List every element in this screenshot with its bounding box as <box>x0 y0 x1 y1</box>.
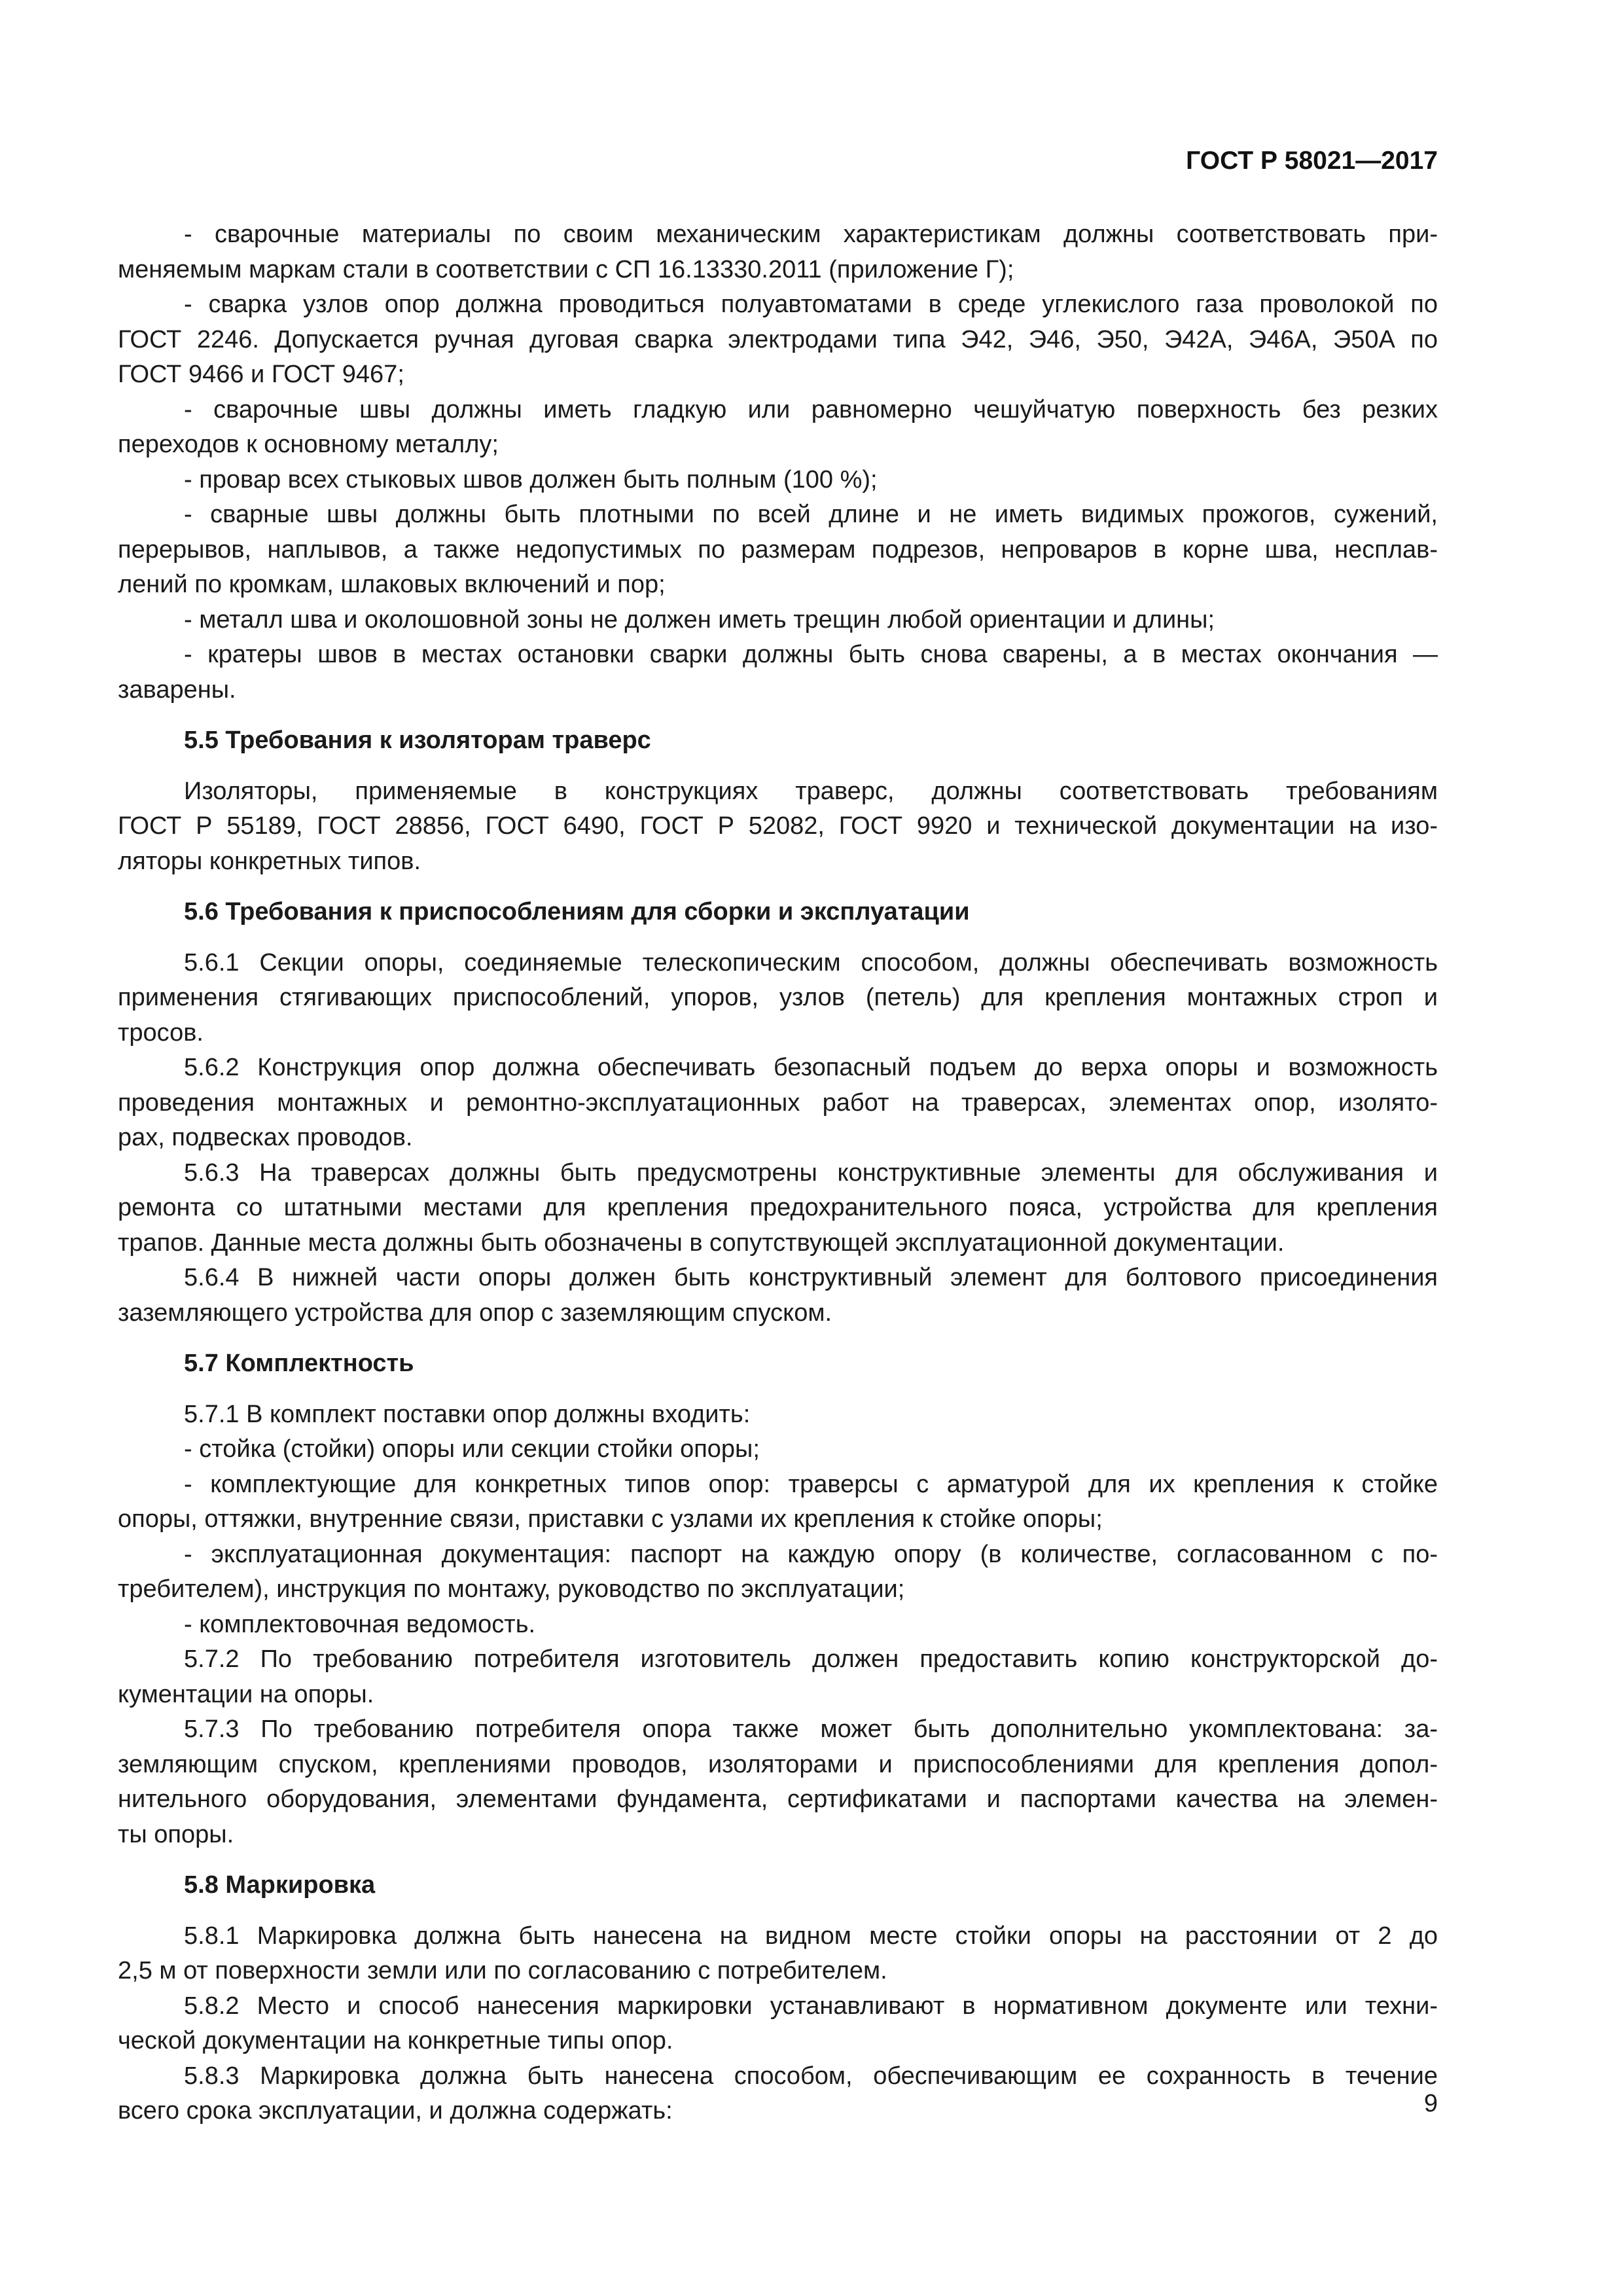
section-heading: 5.6 Требования к приспособлениям для сборки и эксплуатации <box>184 898 970 925</box>
text-line: - сварочные материалы по своим механическим характеристикам должны соответствовать при- <box>184 221 1438 248</box>
paragraph <box>118 393 1438 463</box>
text-line: лений по кромкам, шлаковых включений и пор; <box>118 571 666 598</box>
paragraph <box>118 463 1438 498</box>
text-line: - сварные швы должны быть плотными по всей длине и не иметь видимых прожогов, сужений, <box>184 501 1438 528</box>
paragraph <box>118 497 1438 603</box>
text-line: - эксплуатационная документация: паспорт на каждую опору (в количестве, согласованном с по- <box>184 1540 1438 1568</box>
text-line: трапов. Данные места должны быть обозначены в сопутствующей эксплуатационной документации. <box>118 1229 1285 1257</box>
text-line: 5.6.1 Секции опоры, соединяемые телескопическим способом, должны обеспечивать возможность <box>184 948 1438 977</box>
text-line: ГОСТ 2246. Допускается ручная дуговая сварка электродами типа Э42, Э46, Э50, Э42А, Э46А, Э50А по <box>118 325 1438 353</box>
paragraph <box>118 1156 1438 1261</box>
text-line: - сварочные швы должны иметь гладкую или равномерно чешуйчатую поверхность без резких <box>184 395 1438 423</box>
section-heading: 5.5 Требования к изоляторам траверс <box>184 726 651 754</box>
paragraph <box>118 1607 1438 1643</box>
paragraph <box>118 946 1438 1051</box>
paragraph <box>118 2059 1438 2129</box>
text-line: - комплектующие для конкретных типов опор: траверсы с арматурой для их крепления к стойке <box>184 1470 1438 1498</box>
text-line: заземляющего устройства для опор с заземляющим спуском. <box>118 1299 832 1327</box>
text-line: заварены. <box>118 675 236 704</box>
text-line: - металл шва и околошовной зоны не должен иметь трещин любой ориентации и длины; <box>184 605 1215 634</box>
document-body <box>118 217 1438 2129</box>
text-line: - провар всех стыковых швов должен быть полным (100 %); <box>184 465 878 493</box>
text-line: кументации на опоры. <box>118 1680 374 1708</box>
section-heading: 5.8 Маркировка <box>184 1871 376 1899</box>
text-line: ремонта со штатными местами для крепления предохранительного пояса, устройства для крепления <box>118 1194 1438 1221</box>
section-heading: 5.7 Комплектность <box>184 1350 414 1377</box>
text-line: перерывов, наплывов, а также недопустимых по размерам подрезов, непроваров в корне шва, несплав- <box>118 535 1438 564</box>
paragraph <box>118 1537 1438 1607</box>
text-line: - сварка узлов опор должна проводиться полуавтоматами в среде углекислого газа проволокой по <box>184 291 1438 318</box>
paragraph <box>118 774 1438 880</box>
text-line: нительного оборудования, элементами фундамента, сертификатами и паспортами качества на элемен- <box>118 1785 1438 1813</box>
paragraph <box>118 217 1438 287</box>
document-header: ГОСТ Р 58021—2017 <box>1186 147 1438 175</box>
text-line: ляторы конкретных типов. <box>118 847 421 875</box>
text-line: тросов. <box>118 1018 204 1047</box>
paragraph <box>118 1919 1438 1989</box>
text-line: 5.8.3 Маркировка должна быть нанесена способом, обеспечивающим ее сохранность в течение <box>184 2062 1438 2090</box>
text-line: опоры, оттяжки, внутренние связи, приставки с узлами их крепления к стойке опоры; <box>118 1505 1103 1533</box>
paragraph <box>118 1642 1438 1712</box>
text-line: 5.8.2 Место и способ нанесения маркировки устанавливают в нормативном документе или техни- <box>184 1992 1438 2020</box>
text-line: - стойка (стойки) опоры или секции стойки опоры; <box>184 1435 760 1463</box>
text-line: - кратеры швов в местах остановки сварки должны быть снова сварены, а в местах окончания — <box>184 641 1438 668</box>
text-line: требителем), инструкция по монтажу, руководство по эксплуатации; <box>118 1575 905 1603</box>
text-line: проведения монтажных и ремонтно-эксплуатационных работ на траверсах, элементах опор, изолято- <box>118 1088 1438 1117</box>
paragraph <box>118 1989 1438 2059</box>
paragraph <box>118 1050 1438 1156</box>
text-line: Изоляторы, применяемые в конструкциях траверс, должны соответствовать требованиям <box>184 777 1438 805</box>
paragraph <box>118 603 1438 638</box>
text-line: 2,5 м от поверхности земли или по согласованию с потребителем. <box>118 1957 887 1984</box>
text-line: применения стягивающих приспособлений, упоров, узлов (петель) для крепления монтажных строп и <box>118 984 1438 1011</box>
text-line: ГОСТ Р 55189, ГОСТ 28856, ГОСТ 6490, ГОСТ Р 52082, ГОСТ 9920 и технической документации на изо- <box>118 812 1438 840</box>
text-line: всего срока эксплуатации, и должна содержать: <box>118 2097 673 2125</box>
text-line: 5.7.1 В комплект поставки опор должны входить: <box>184 1400 751 1428</box>
text-line: ты опоры. <box>118 1820 234 1848</box>
text-line: переходов к основному металлу; <box>118 431 499 458</box>
paragraph <box>118 1397 1438 1433</box>
text-line: 5.6.3 На траверсах должны быть предусмотрены конструктивные элементы для обслуживания и <box>184 1158 1438 1187</box>
paragraph <box>118 1467 1438 1537</box>
paragraph <box>118 1261 1438 1331</box>
text-line: ГОСТ 9466 и ГОСТ 9467; <box>118 361 404 388</box>
paragraph <box>118 1432 1438 1467</box>
text-line: ческой документации на конкретные типы опор. <box>118 2027 673 2054</box>
text-line: - комплектовочная ведомость. <box>184 1610 536 1638</box>
page-number: 9 <box>1423 2090 1438 2117</box>
paragraph <box>118 1712 1438 1852</box>
text-line: меняемым маркам стали в соответствии с СП 16.13330.2011 (приложение Г); <box>118 255 1014 283</box>
text-line: рах, подвесках проводов. <box>118 1124 413 1151</box>
text-line: 5.7.3 По требованию потребителя опора также может быть дополнительно укомплектована: за- <box>184 1715 1438 1743</box>
paragraph <box>118 287 1438 393</box>
text-line: 5.6.4 В нижней части опоры должен быть конструктивный элемент для болтового присоединения <box>184 1264 1438 1291</box>
text-line: 5.7.2 По требованию потребителя изготовитель должен предоставить копию конструкторской до- <box>184 1645 1438 1673</box>
text-line: 5.8.1 Маркировка должна быть нанесена на видном месте стойки опоры на расстоянии от 2 до <box>184 1922 1438 1950</box>
text-line: 5.6.2 Конструкция опор должна обеспечивать безопасный подъем до верха опоры и возможность <box>184 1054 1438 1081</box>
text-line: земляющим спуском, креплениями проводов, изоляторами и приспособлениями для крепления допол- <box>118 1750 1438 1778</box>
paragraph <box>118 637 1438 708</box>
